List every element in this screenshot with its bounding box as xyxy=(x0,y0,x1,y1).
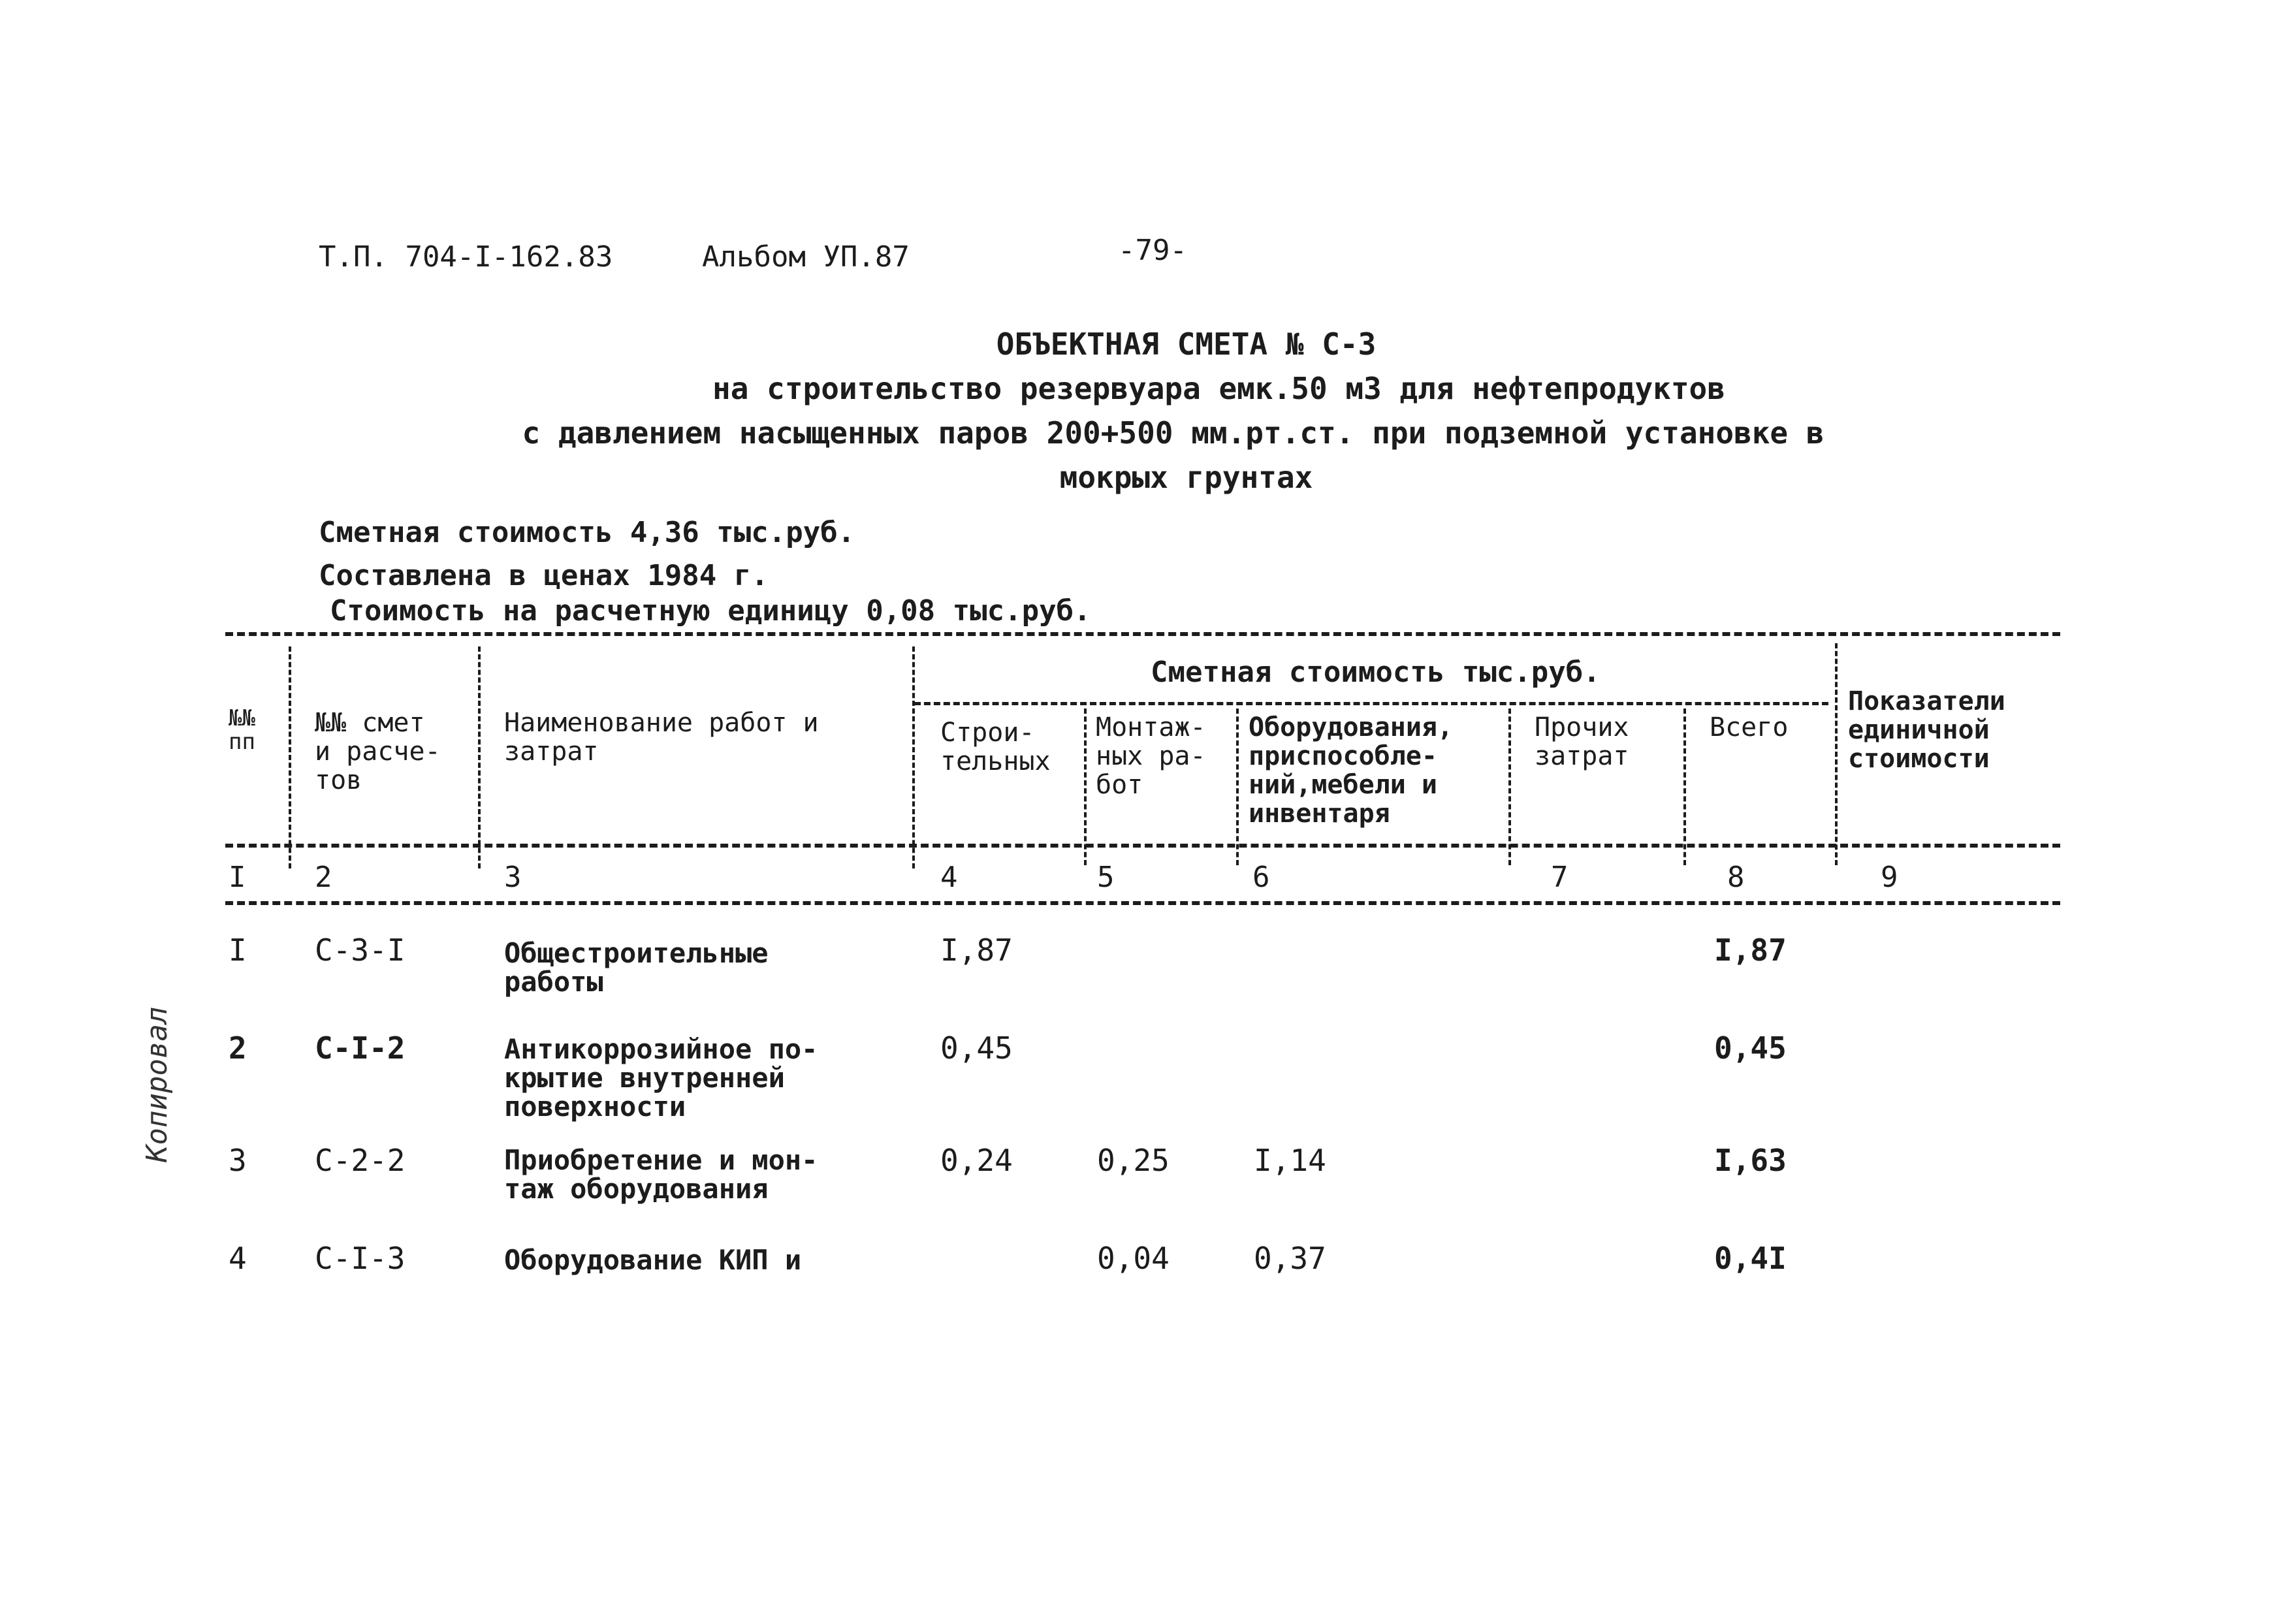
doc-code: Т.П. 704-I-162.83 xyxy=(319,240,613,274)
row-work-name: Приобретение и мон- таж оборудования xyxy=(504,1144,818,1205)
header-total: Всего xyxy=(1710,712,1789,742)
table-top-rule xyxy=(225,632,2060,636)
row-work-name: Общестроительные работы xyxy=(504,937,769,998)
header-work-name: Наименование работ и затрат xyxy=(504,708,819,767)
row-estimate-code: С-3-I xyxy=(315,932,406,968)
column-numbers-rule xyxy=(225,901,2060,905)
row-number: I xyxy=(229,932,247,968)
col-number-6: 6 xyxy=(1252,861,1270,894)
row-number: 3 xyxy=(229,1143,247,1178)
col-divider-8 xyxy=(1835,643,1838,865)
col-number-2: 2 xyxy=(315,861,332,894)
estimate-subtitle-2: с давлением насыщенных паров 200+500 мм.рт.ст. при подземной установке в xyxy=(522,415,1824,451)
row-total-cost: I,87 xyxy=(1714,932,1787,968)
row-estimate-code: С-I-3 xyxy=(315,1241,406,1276)
row-equipment-cost: 0,37 xyxy=(1254,1241,1326,1276)
col-number-7: 7 xyxy=(1551,861,1569,894)
row-total-cost: I,63 xyxy=(1714,1143,1787,1178)
group-header-rule xyxy=(914,702,1828,705)
row-estimate-code: С-I-2 xyxy=(315,1030,406,1066)
header-installation: Монтаж- ных ра- бот xyxy=(1096,712,1206,800)
header-unit-indicators: Показатели единичной стоимости xyxy=(1848,686,2005,774)
unit-cost: Стоимость на расчетную единицу 0,08 тыс.руб. xyxy=(330,594,1091,628)
header-estimate-number: №№ смет и расче- тов xyxy=(315,708,441,795)
estimated-cost: Сметная стоимость 4,36 тыс.руб. xyxy=(319,516,855,549)
row-estimate-code: С-2-2 xyxy=(315,1143,406,1178)
header-row-number: №№ пп xyxy=(229,705,255,755)
row-construction-cost: I,87 xyxy=(940,932,1013,968)
header-other-costs: Прочих затрат xyxy=(1535,712,1629,771)
col-divider-6 xyxy=(1508,709,1511,865)
row-number: 4 xyxy=(229,1241,247,1276)
col-divider-3 xyxy=(912,646,915,868)
estimate-subtitle-3: мокрых грунтах xyxy=(1059,460,1313,495)
row-construction-cost: 0,45 xyxy=(940,1030,1013,1066)
col-number-1: I xyxy=(229,861,246,894)
margin-handwritten-note: Копировал xyxy=(140,1006,174,1162)
estimate-title: ОБЪЕКТНАЯ СМЕТА № С-3 xyxy=(996,326,1377,362)
col-number-4: 4 xyxy=(940,861,958,894)
col-number-3: 3 xyxy=(504,861,522,894)
col-divider-4 xyxy=(1084,709,1087,865)
col-divider-7 xyxy=(1683,709,1686,865)
row-number: 2 xyxy=(229,1030,247,1066)
row-installation-cost: 0,04 xyxy=(1097,1241,1170,1276)
col-number-9: 9 xyxy=(1881,861,1898,894)
header-estimated-cost-group: Сметная стоимость тыс.руб. xyxy=(1151,656,1601,689)
header-construction: Строи- тельных xyxy=(940,718,1051,776)
col-divider-1 xyxy=(289,646,291,868)
col-divider-2 xyxy=(478,646,481,868)
row-total-cost: 0,4I xyxy=(1714,1241,1787,1276)
row-work-name: Антикоррозийное по- крытие внутренней поверхности xyxy=(504,1033,818,1122)
row-equipment-cost: I,14 xyxy=(1254,1143,1326,1178)
row-work-name: Оборудование КИП и xyxy=(504,1244,802,1276)
col-number-8: 8 xyxy=(1727,861,1745,894)
page-number: -79- xyxy=(1118,234,1187,267)
header-equipment: Оборудования, приспособле- ний,мебели и инвентаря xyxy=(1249,712,1454,829)
row-total-cost: 0,45 xyxy=(1714,1030,1787,1066)
col-number-5: 5 xyxy=(1097,861,1115,894)
album-label: Альбом УП.87 xyxy=(702,240,910,274)
row-construction-cost: 0,24 xyxy=(940,1143,1013,1178)
estimate-subtitle-1: на строительство резервуара емк.50 м3 для нефтепродуктов xyxy=(712,371,1725,406)
price-basis: Составлена в ценах 1984 г. xyxy=(319,559,769,592)
col-divider-5 xyxy=(1236,709,1239,865)
header-bottom-rule xyxy=(225,844,2060,848)
row-installation-cost: 0,25 xyxy=(1097,1143,1170,1178)
